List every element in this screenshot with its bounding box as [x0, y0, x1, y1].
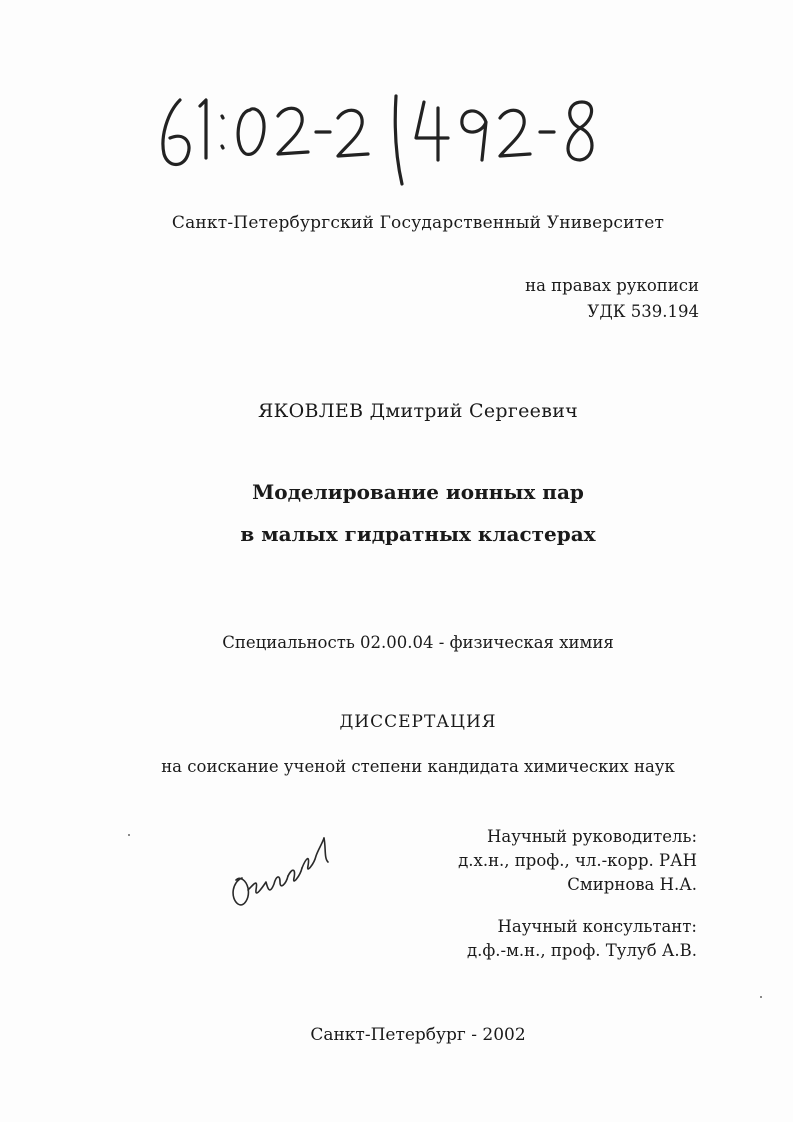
city-and-year: Санкт-Петербург - 2002 [310, 1025, 526, 1045]
handwritten-catalog-number [150, 88, 610, 198]
specialty: Специальность 02.00.04 - физическая химия [222, 633, 614, 652]
consultant-name: д.ф.-м.н., проф. Тулуб А.В. [466, 941, 697, 960]
degree-statement: на соискание ученой степени кандидата химических наук [161, 757, 675, 776]
supervisor-label: Научный руководитель: [486, 827, 697, 846]
author-signature [228, 828, 338, 912]
udc-code: УДК 539.194 [587, 302, 699, 321]
thesis-title-line-2: в малых гидратных кластерах [240, 522, 596, 546]
scan-speck [128, 834, 130, 836]
author-name: ЯКОВЛЕВ Дмитрий Сергеевич [257, 400, 579, 422]
supervisor-degree: д.х.н., проф., чл.-корр. РАН [458, 851, 697, 870]
supervisor-name: Смирнова Н.А. [567, 875, 697, 894]
thesis-title-line-1: Моделирование ионных пар [252, 480, 584, 504]
consultant-label: Научный консультант: [497, 917, 697, 936]
scan-speck [760, 996, 762, 998]
rights-note: на правах рукописи [525, 276, 699, 295]
document-type: ДИССЕРТАЦИЯ [339, 712, 497, 732]
university-name: Санкт-Петербургский Государственный Университет [171, 213, 665, 233]
